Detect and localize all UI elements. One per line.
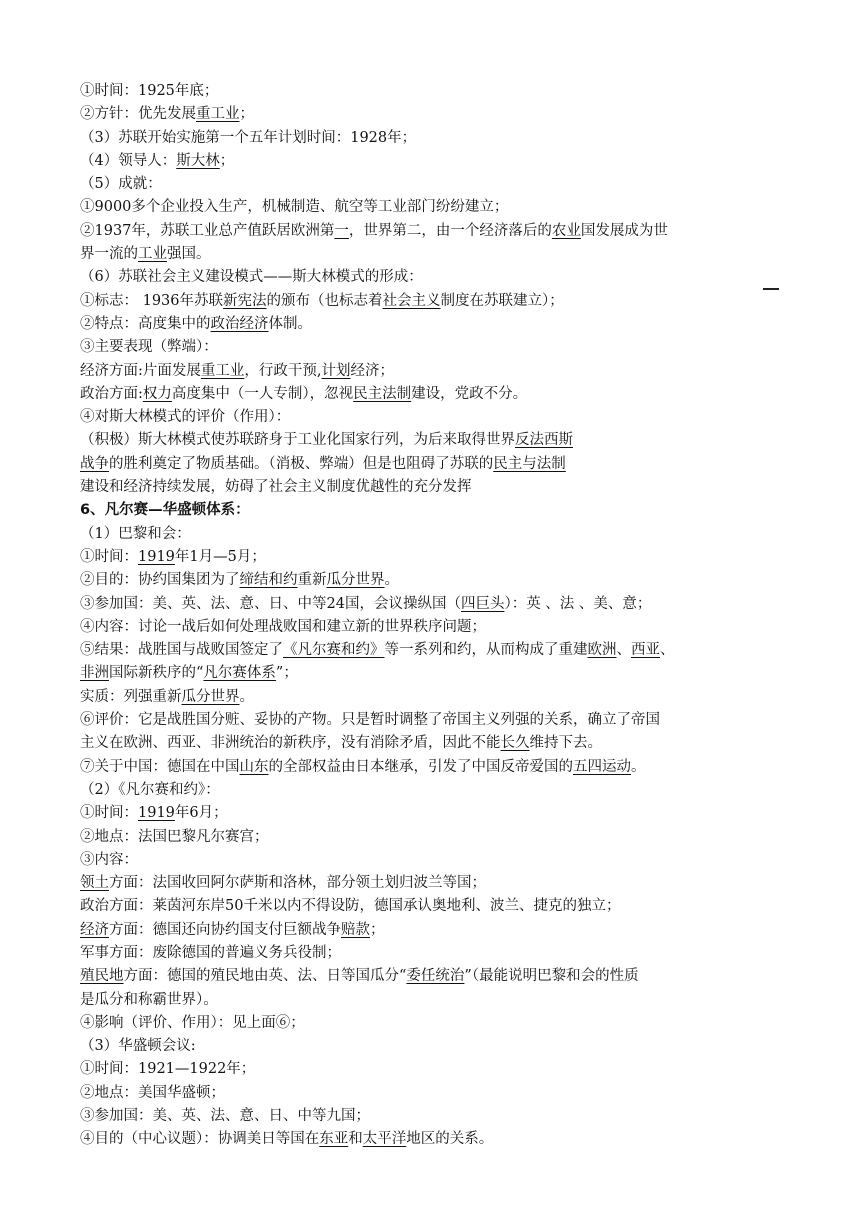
text-run: 。: [239, 688, 254, 705]
text-line: [80, 453, 780, 476]
text-run: 主义在欧洲、西亚、非洲统治的新秩序，没有消除矛盾，因此不能: [80, 735, 501, 752]
text-run: ⑤结果：战胜国与战败国签定了: [80, 642, 283, 659]
text-line: [80, 639, 780, 662]
underlined-keyword: 工业: [138, 246, 167, 263]
underlined-keyword: 新宪法: [223, 292, 267, 309]
text-line: [80, 1128, 780, 1151]
underlined-keyword: 政治经济: [210, 315, 269, 332]
underlined-keyword: 重工业: [196, 106, 240, 123]
text-run: ⑦关于中国：德国在中国: [80, 758, 240, 775]
text-run: ⑥评价：它是战胜国分赃、妥协的产物。只是暂时调整了帝国主义列强的关系，确立了帝国: [80, 712, 660, 729]
text-line: [80, 546, 780, 569]
underlined-keyword: 斯大林: [176, 152, 220, 169]
text-line: [80, 919, 780, 942]
underlined-keyword: 非洲: [80, 665, 109, 682]
document-body: [80, 80, 780, 1152]
text-run: ④目的（中心议题）：协调美日等国在: [80, 1131, 320, 1148]
text-run: 政治方面:: [80, 385, 143, 402]
text-run: （1）巴黎和会：: [80, 525, 191, 542]
text-run: ③内容：: [80, 851, 138, 868]
text-run: （2）《凡尔赛和约》：: [80, 781, 220, 798]
text-run: 方面：德国还向协约国支付巨额战争: [109, 921, 341, 938]
underlined-keyword: 1919: [138, 548, 175, 565]
text-line: [80, 1012, 780, 1035]
text-line: [80, 360, 780, 383]
text-line: [80, 989, 780, 1012]
text-run: ①标志： 1936年苏联: [80, 292, 224, 309]
text-run: ”（最能说明巴黎和会的性质: [464, 968, 639, 985]
text-line: [80, 103, 780, 126]
text-line: [80, 942, 780, 965]
text-line: [80, 336, 780, 359]
section-heading: 6、凡尔赛—华盛顿体系：: [80, 502, 250, 519]
text-line: [80, 662, 780, 685]
text-run: ③参加国：美、英、法、意、日、中等九国；: [80, 1108, 370, 1125]
text-run: 高度集中（一人专制），忽视: [171, 385, 354, 402]
underlined-keyword: 一: [334, 222, 349, 239]
text-run: 。: [384, 572, 399, 589]
text-line: [80, 383, 780, 406]
text-run: ②地点：美国华盛顿；: [80, 1084, 225, 1101]
underlined-keyword: 山东: [239, 758, 269, 775]
underlined-keyword: 长久: [500, 735, 530, 752]
text-run: 政治方面：莱茵河东岸50千米以内不得设防，德国承认奥地利、波兰、捷克的独立；: [80, 898, 621, 915]
text-run: ②地点：法国巴黎凡尔赛宫；: [80, 828, 269, 845]
text-line: [80, 266, 780, 289]
text-run: ）：英 、法 、美、意；: [504, 595, 652, 612]
text-line: [80, 476, 780, 499]
text-run: 经济；: [350, 362, 394, 379]
text-run: （3）苏联开始实施第一个五年计划时间：1928年；: [80, 129, 417, 146]
text-line: [80, 569, 780, 592]
text-run: ②1937年，苏联工业总产值跃居欧洲第: [80, 222, 335, 239]
text-run: （6）苏联社会主义建设模式——斯大林模式的形成：: [80, 269, 423, 286]
text-line: [80, 499, 780, 522]
text-run: 和: [348, 1131, 363, 1148]
underlined-keyword: 委任统治: [406, 968, 465, 985]
underlined-keyword: 瓜分世界: [181, 688, 240, 705]
underlined-keyword: 民主与法制: [493, 455, 566, 472]
text-run: 的全部权益由日本继承，引发了中国反帝爱国的: [268, 758, 573, 775]
text-run: ④影响（评价、作用）：见上面⑥；: [80, 1014, 305, 1031]
underlined-keyword: 太平洋: [362, 1131, 407, 1148]
fill-blank-line: [763, 288, 779, 290]
text-run: ；: [370, 921, 385, 938]
text-run: 制度在苏联建立）；: [440, 292, 564, 309]
text-run: ④对斯大林模式的评价（作用）：: [80, 409, 291, 426]
underlined-keyword: 殖民地: [80, 968, 124, 985]
text-run: 等一系列和约，从而构成了重建: [384, 642, 588, 659]
underlined-keyword: 《凡尔赛和约》: [283, 642, 385, 659]
underlined-keyword: 缔结和约: [239, 572, 298, 589]
text-run: 、: [616, 642, 631, 659]
underlined-keyword: 战争: [80, 455, 109, 472]
text-run: 、: [660, 642, 675, 659]
text-line: [80, 406, 780, 429]
text-run: ③主要表现（弊端）：: [80, 339, 218, 356]
text-line: [80, 965, 780, 988]
text-run: 强国。: [167, 246, 211, 263]
text-line: [80, 220, 780, 243]
underlined-keyword: 四巨头: [460, 595, 505, 612]
text-run: ①时间：: [80, 548, 138, 565]
underlined-keyword: 五四运动: [573, 758, 631, 775]
text-line: [80, 709, 780, 732]
text-run: ，行政干预,: [244, 362, 322, 379]
underlined-keyword: 领土: [80, 875, 109, 892]
text-run: 是瓜分和称霸世界）。: [80, 991, 218, 1008]
underlined-keyword: 瓜分世界: [326, 572, 385, 589]
text-run: （3）华盛顿会议:: [80, 1038, 196, 1055]
underlined-keyword: 凡尔赛体系: [203, 665, 276, 682]
text-run: 建设，党政不分。: [411, 385, 528, 402]
text-line: [80, 150, 780, 173]
text-run: 经济方面:片面发展: [80, 362, 201, 379]
text-line: [80, 429, 780, 452]
underlined-keyword: 1919: [138, 805, 175, 822]
underlined-keyword: 权力: [142, 385, 172, 402]
text-line: [80, 872, 780, 895]
text-line: [80, 523, 780, 546]
text-run: ①9000多个企业投入生产，机械制造、航空等工业部门纷纷建立；: [80, 199, 509, 216]
text-line: [80, 826, 780, 849]
text-run: （积极）斯大林模式使苏联跻身于工业化国家行列，为后来取得世界: [80, 432, 515, 449]
text-run: ②方针：优先发展: [80, 106, 196, 123]
text-run: ；: [219, 152, 235, 169]
text-run: 国际新秩序的“: [109, 665, 204, 682]
text-run: ①时间：1921—1922年；: [80, 1061, 256, 1078]
text-run: 年6月；: [174, 805, 228, 822]
underlined-keyword: 东亚: [319, 1131, 349, 1148]
text-run: ，世界第二，由一个经济落后的: [348, 222, 552, 239]
text-line: [80, 127, 780, 150]
text-line: [80, 196, 780, 219]
text-run: 体制。: [268, 315, 312, 332]
underlined-keyword: 西亚: [631, 642, 660, 659]
text-run: ”；: [275, 665, 298, 682]
text-line: [80, 756, 780, 779]
text-run: （4）领导人：: [80, 152, 177, 169]
text-run: ；: [239, 106, 254, 123]
text-run: 国发展成为世: [580, 222, 668, 239]
text-line: [80, 593, 780, 616]
text-run: ①时间：1925年底；: [80, 83, 219, 99]
underlined-keyword: 欧洲: [587, 642, 617, 659]
text-line: [80, 80, 780, 103]
text-line: [80, 1082, 780, 1105]
text-run: 方面：法国收回阿尔萨斯和洛林，部分领土划归波兰等国；: [109, 875, 486, 892]
text-run: 的胜利奠定了物质基础。（消极、弊端）但是也阻碍了苏联的: [109, 455, 494, 472]
text-run: ①时间：: [80, 805, 138, 822]
text-run: 的颁布（也标志着: [266, 292, 383, 309]
text-line: [80, 895, 780, 918]
text-run: 年1月—5月；: [174, 548, 266, 565]
text-line: [80, 173, 780, 196]
text-run: 地区的关系。: [406, 1131, 494, 1148]
underlined-keyword: 农业: [551, 222, 581, 239]
text-line: [80, 686, 780, 709]
text-line: [80, 779, 780, 802]
text-run: ②目的：协约国集团为了: [80, 572, 240, 589]
text-line: [80, 849, 780, 872]
text-run: 建设和经济持续发展，妨碍了社会主义制度优越性的充分发挥: [80, 479, 472, 496]
text-run: ②特点：高度集中的: [80, 315, 211, 332]
text-line: [80, 313, 780, 336]
text-run: 维持下去。: [529, 735, 602, 752]
text-run: 军事方面：废除德国的普遍义务兵役制；: [80, 944, 341, 961]
text-line: [80, 732, 780, 755]
text-run: 重新: [297, 572, 327, 589]
underlined-keyword: 计划: [321, 362, 351, 379]
underlined-keyword: 社会主义: [382, 292, 441, 309]
text-line: [80, 1035, 780, 1058]
text-run: 方面：德国的殖民地由英、法、日等国瓜分“: [123, 968, 407, 985]
text-run: ③参加国：美、英、法、意、日、中等24国，会议操纵国（: [80, 595, 461, 612]
text-line: [80, 243, 780, 266]
underlined-keyword: 重工业: [200, 362, 245, 379]
text-line: [80, 616, 780, 639]
text-run: 实质：列强重新: [80, 688, 182, 705]
text-line: [80, 290, 780, 313]
text-line: [80, 1105, 780, 1128]
underlined-keyword: 民主法制: [353, 385, 412, 402]
underlined-keyword: 反法西斯: [515, 432, 573, 449]
text-run: （5）成就：: [80, 176, 162, 193]
text-line: [80, 1058, 780, 1081]
text-line: [80, 802, 780, 825]
text-run: ④内容：讨论一战后如何处理战败国和建立新的世界秩序问题；: [80, 618, 486, 635]
underlined-keyword: 赔款: [341, 921, 370, 938]
text-run: 界一流的: [80, 246, 138, 263]
underlined-keyword: 经济: [80, 921, 109, 938]
text-run: 。: [631, 758, 646, 775]
